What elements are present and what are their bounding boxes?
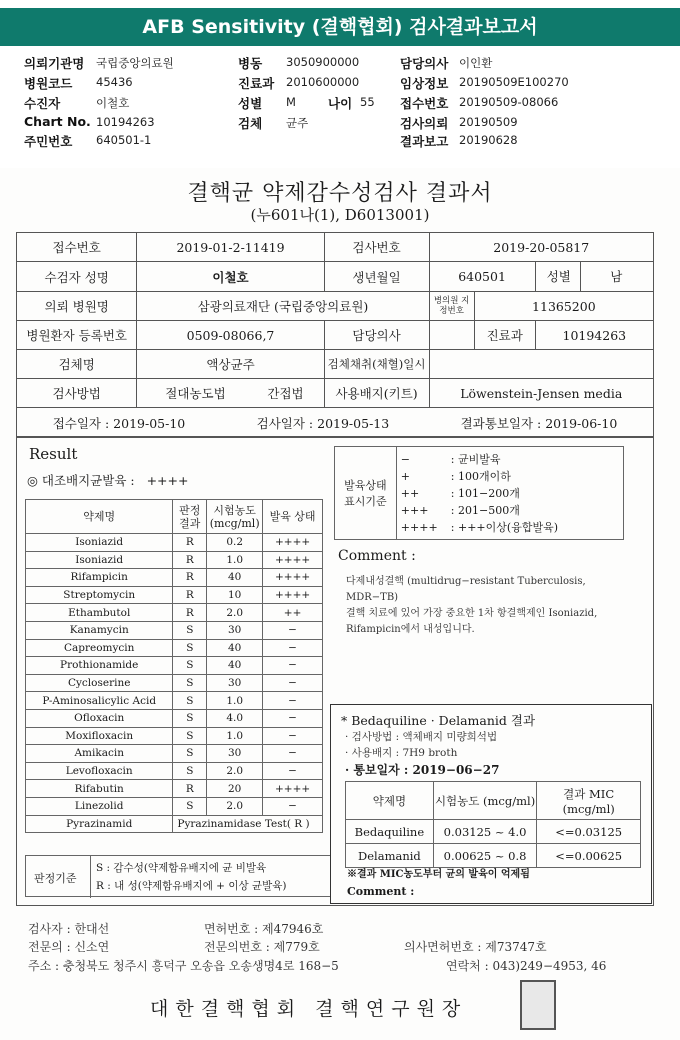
drug-drug: Amikacin (26, 745, 173, 763)
beda-table (345, 781, 641, 868)
drug-susceptibility-table (25, 499, 323, 833)
meta-value: 국립중앙의료원 (96, 56, 174, 70)
legend-desc: : 균비발육 (450, 452, 501, 466)
cell-label: 수검자 성명 (17, 262, 137, 292)
cell-label: 성별 (537, 262, 581, 291)
drug-conc: 2.0 (207, 762, 263, 780)
drug-conc: 40 (207, 569, 263, 587)
legend-symbol: + (400, 469, 411, 483)
organization-name: 대한결핵협회 결핵연구원장 (150, 998, 468, 1020)
meta-label: 성별 (238, 96, 263, 111)
reg-no: 0509-08066,7 (137, 321, 324, 350)
comment-title: Comment : (338, 548, 416, 564)
control-label: ◎ 대조배지균발육 : (27, 473, 135, 488)
drug-result: S (173, 727, 207, 745)
collect-date (429, 350, 654, 379)
drug-result: S (173, 657, 207, 675)
legend-symbol: − (400, 452, 411, 466)
official-seal-icon (520, 980, 556, 1030)
method: 절대농도법 (165, 386, 226, 401)
scanned-report (0, 168, 680, 1040)
drug-growth: − (263, 745, 323, 763)
meta-label: 나이 (328, 96, 353, 111)
cell-label: 병의원 지정번호 (429, 292, 474, 321)
comment-line: 결핵 치료에 있어 가장 중요한 1차 항결핵제인 Isoniazid, (346, 608, 598, 619)
specialist: 전문의 : 신소연 (28, 940, 110, 954)
drug-drug: Kanamycin (26, 621, 173, 639)
drug-growth: ++++ (263, 586, 323, 604)
drug-result: R (173, 569, 207, 587)
col-header: 시험농도 (mcg/ml) (207, 500, 263, 534)
cell-label: 진료과 (474, 321, 535, 350)
cell-label: 검체채취(채혈)일시 (324, 350, 429, 379)
meta-label: 주민번호 (24, 134, 73, 149)
comment-line: Rifampicin에서 내성입니다. (346, 624, 475, 635)
hospital-name: 삼광의료재단 (국립중앙의료원) (137, 292, 429, 321)
drug-drug: Linezolid (26, 797, 173, 815)
cell-label: 검사일자 : (256, 415, 314, 431)
meta-label: 접수번호 (400, 96, 449, 111)
drug-row (26, 604, 323, 622)
phone: 연락처 : 043)249−4953, 46 (446, 959, 607, 973)
drug-conc: 4.0 (207, 709, 263, 727)
drug-drug: Prothionamide (26, 657, 173, 675)
meta-label: 담당의사 (400, 56, 449, 71)
legend-desc: : +++이상(융합발육) (450, 521, 558, 535)
receipt-no: 2019-01-2-11419 (137, 233, 324, 262)
drug-result: R (173, 534, 207, 552)
meta-label: Chart No. (24, 114, 91, 129)
address: 주소 : 충청북도 청주시 흥덕구 오송읍 오송생명4로 168−5 (28, 959, 339, 973)
meta-value: M (286, 95, 296, 109)
beda-note: ※결과 MIC농도부터 균의 발육이 억제됨 (347, 869, 530, 880)
legend-desc: : 201−500개 (450, 504, 520, 518)
col-header: 약제명 (346, 782, 434, 820)
drug-row (26, 692, 323, 710)
drug-growth: ++++ (263, 534, 323, 552)
drug-row (26, 797, 323, 815)
dept: 10194263 (535, 321, 653, 350)
meta-label: 진료과 (238, 76, 275, 91)
beda-conc: 0.03125 ~ 4.0 (433, 820, 537, 844)
drug-conc: 30 (207, 621, 263, 639)
drug-result: S (173, 692, 207, 710)
comment-line: MDR−TB) (346, 592, 399, 603)
beda-comment: Comment : (347, 885, 415, 898)
dob: 640501 (429, 262, 535, 292)
drug-conc: 1.0 (207, 551, 263, 569)
col-header: 발육 상태 (263, 500, 323, 534)
meta-label: 임상정보 (400, 76, 449, 91)
meta-label: 병동 (238, 56, 263, 71)
drug-growth: − (263, 692, 323, 710)
cell-label: 검사방법 (17, 379, 137, 408)
control-value: ++++ (146, 473, 189, 488)
drug-growth: − (263, 621, 323, 639)
meta-label: 수진자 (24, 96, 61, 111)
pza-label: Pyrazinamid (26, 815, 173, 833)
col-header: 시험농도 (mcg/ml) (433, 782, 537, 820)
report-title: 결핵균 약제감수성검사 결과서 (187, 181, 493, 206)
drug-row (26, 639, 323, 657)
notify-date: 2019-06-10 (545, 415, 618, 431)
meta-value: 이인환 (459, 56, 493, 70)
cell-label: 생년월일 (324, 262, 429, 292)
meta-value: 20190509-08066 (459, 95, 559, 109)
cell-label: 검사번호 (324, 233, 429, 262)
drug-drug: Rifabutin (26, 780, 173, 798)
beda-notify: · 통보일자 : 2019−06−27 (345, 763, 500, 777)
drug-drug: Ofloxacin (26, 709, 173, 727)
drug-drug: Cycloserine (26, 674, 173, 692)
drug-drug: Streptomycin (26, 586, 173, 604)
criteria-label: 판정기준 (34, 872, 77, 885)
comment-text (346, 574, 636, 638)
drug-conc: 1.0 (207, 692, 263, 710)
drug-row (26, 762, 323, 780)
patient-name: 이철호 (137, 262, 324, 292)
report-code: (누601나(1), D6013001) (250, 206, 430, 224)
col-header: 결과 MIC (mcg/ml) (537, 782, 641, 820)
method: 간접법 (267, 386, 304, 401)
specialist-no: 전문의번호 : 제779호 (204, 940, 320, 954)
criteria-s: S : 감수성(약제함유배지에 균 비발육 (96, 862, 267, 874)
cell-label: 병원환자 등록번호 (17, 321, 137, 350)
legend-desc: : 101−200개 (450, 486, 520, 500)
drug-conc: 2.0 (207, 797, 263, 815)
pza-value: Pyrazinamidase Test( R ) (173, 815, 323, 833)
control-growth (27, 471, 188, 489)
legend-symbol: ++ (400, 486, 420, 500)
drug-conc: 0.2 (207, 534, 263, 552)
meta-label: 결과보고 (400, 134, 449, 149)
drug-result: S (173, 762, 207, 780)
meta-value: 이철호 (96, 96, 130, 110)
drug-growth: ++ (263, 604, 323, 622)
drug-growth: − (263, 762, 323, 780)
drug-result: R (173, 551, 207, 569)
drug-row (26, 674, 323, 692)
receipt-date: 2019-05-10 (113, 415, 186, 431)
legend-symbol: +++ (400, 504, 429, 518)
doctor (429, 321, 474, 350)
beda-mic: <=0.00625 (537, 844, 641, 868)
drug-drug: Moxifloxacin (26, 727, 173, 745)
drug-growth: ++++ (263, 551, 323, 569)
drug-row (26, 745, 323, 763)
drug-growth: − (263, 639, 323, 657)
meta-section (0, 52, 680, 152)
cell-label: 접수일자 : (52, 415, 110, 431)
beda-media: · 사용배지 : 7H9 broth (345, 747, 458, 759)
legend-symbol: ++++ (400, 521, 438, 535)
drug-row (26, 727, 323, 745)
drug-drug: P-Aminosalicylic Acid (26, 692, 173, 710)
drug-row (26, 534, 323, 552)
drug-growth: − (263, 657, 323, 675)
drug-conc: 30 (207, 674, 263, 692)
drug-conc: 30 (207, 745, 263, 763)
beda-conc: 0.00625 ~ 0.8 (433, 844, 537, 868)
drug-result: S (173, 674, 207, 692)
meta-value: 640501-1 (96, 133, 152, 147)
meta-label: 병원코드 (24, 76, 73, 91)
meta-value: 20190509E100270 (459, 75, 569, 89)
col-header: 약제명 (26, 500, 173, 534)
tester: 검사자 : 한대선 (28, 922, 110, 936)
comment-line: 다제내성결핵 (multidrug−resistant Tuberculosis, (346, 576, 586, 587)
hospital-code: 11365200 (474, 292, 653, 321)
drug-result: S (173, 709, 207, 727)
legend-desc: : 100개이하 (450, 469, 511, 483)
cell-label: 검체명 (17, 350, 137, 379)
patient-info-table (16, 232, 654, 438)
meta-value: 20190628 (459, 133, 518, 147)
beda-method: · 검사방법 : 액체배지 미량희석법 (345, 731, 498, 743)
cell-label: 접수번호 (17, 233, 137, 262)
drug-conc: 10 (207, 586, 263, 604)
drug-drug: Rifampicin (26, 569, 173, 587)
drug-growth: − (263, 797, 323, 815)
license-no: 면허번호 : 제47946호 (204, 922, 324, 936)
drug-growth: − (263, 709, 323, 727)
drug-row (26, 569, 323, 587)
drug-conc: 40 (207, 639, 263, 657)
beda-drug: Bedaquiline (346, 820, 434, 844)
drug-row (26, 709, 323, 727)
cell-label: 사용배지(키트) (324, 379, 429, 408)
drug-growth: ++++ (263, 780, 323, 798)
drug-result: R (173, 604, 207, 622)
growth-legend (334, 446, 624, 540)
drug-drug: Isoniazid (26, 551, 173, 569)
meta-value: 2010600000 (286, 75, 360, 89)
meta-label: 의뢰기관명 (24, 56, 85, 71)
col-header: 판정 결과 (173, 500, 207, 534)
drug-result: R (173, 586, 207, 604)
drug-result: S (173, 621, 207, 639)
drug-row (26, 657, 323, 675)
drug-row (26, 586, 323, 604)
meta-value: 균주 (286, 116, 309, 130)
test-no: 2019-20-05817 (429, 233, 654, 262)
criteria-box (25, 855, 331, 897)
drug-result: S (173, 639, 207, 657)
drug-row (26, 621, 323, 639)
beda-drug: Delamanid (346, 844, 434, 868)
drug-growth: − (263, 674, 323, 692)
specimen: 액상균주 (137, 350, 324, 379)
sex: 남 (610, 269, 623, 284)
cell-label: 결과통보일자 : (460, 415, 542, 431)
test-date: 2019-05-13 (317, 415, 390, 431)
beda-mic: <=0.03125 (537, 820, 641, 844)
meta-value: 10194263 (96, 115, 155, 129)
drug-result: R (173, 780, 207, 798)
criteria-r: R : 내 성(약제함유배지에 + 이상 균발육) (96, 880, 287, 892)
drug-row (26, 551, 323, 569)
bedaquiline-delamanid-box (330, 704, 652, 904)
drug-growth: ++++ (263, 569, 323, 587)
drug-conc: 2.0 (207, 604, 263, 622)
result-title: Result (29, 445, 78, 463)
meta-label: 검사의뢰 (400, 116, 449, 131)
drug-row (26, 780, 323, 798)
meta-label: 검체 (238, 116, 263, 131)
legend-label: 발육상태 표시기준 (335, 447, 397, 540)
meta-value: 55 (360, 95, 375, 109)
drug-drug: Capreomycin (26, 639, 173, 657)
drug-growth: − (263, 727, 323, 745)
meta-value: 20190509 (459, 115, 518, 129)
cell-label: 담당의사 (324, 321, 429, 350)
drug-drug: Levofloxacin (26, 762, 173, 780)
cell-label: 의뢰 병원명 (17, 292, 137, 321)
meta-value: 3050900000 (286, 55, 360, 69)
drug-drug: Isoniazid (26, 534, 173, 552)
doctor-license-no: 의사면허번호 : 제73747호 (404, 940, 547, 954)
meta-value: 45436 (96, 75, 133, 89)
drug-result: S (173, 797, 207, 815)
drug-conc: 1.0 (207, 727, 263, 745)
drug-result: S (173, 745, 207, 763)
report-banner: AFB Sensitivity (결핵협회) 검사결과보고서 (0, 8, 680, 46)
drug-drug: Ethambutol (26, 604, 173, 622)
drug-conc: 40 (207, 657, 263, 675)
beda-title: * Bedaquiline · Delamanid 결과 (341, 713, 536, 728)
media: Löwenstein-Jensen media (429, 379, 654, 408)
drug-conc: 20 (207, 780, 263, 798)
